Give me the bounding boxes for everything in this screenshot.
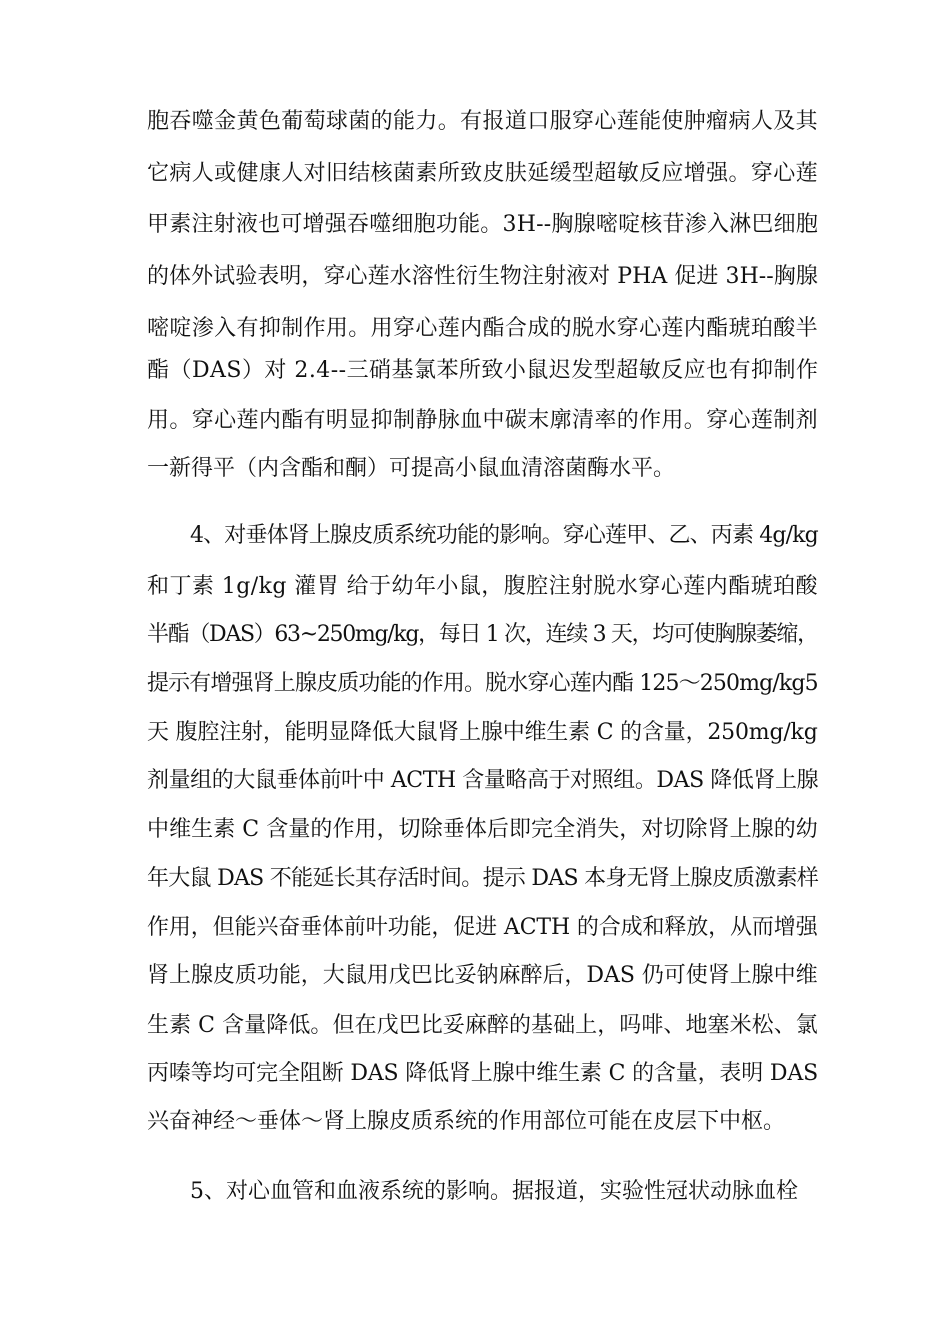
text-line: 中维生素 C 含量的作用，切除垂体后即完全消失，对切除肾上腺的幼 <box>147 817 818 842</box>
text-line: 酯（DAS）对 2.4--三硝基氯苯所致小鼠迟发型超敏反应也有抑制作 <box>147 358 819 383</box>
text-line: 一新得平（内含酯和酮）可提高小鼠血清溶菌酶水平。 <box>147 456 676 481</box>
text-line: 的体外试验表明，穿心莲水溶性衍生物注射液对 PHA 促进 3H--胸腺 <box>147 264 818 289</box>
text-line: 提示有增强肾上腺皮质功能的作用。脱水穿心莲内酯 125～250mg/kg5 <box>147 671 818 696</box>
text-line: 肾上腺皮质功能，大鼠用戊巴比妥钠麻醉后，DAS 仍可使肾上腺中维 <box>147 963 818 988</box>
text-line: 5、对心血管和血液系统的影响。据报道，实验性冠状动脉血栓 <box>190 1179 798 1204</box>
text-line: 兴奋神经～垂体～肾上腺皮质系统的作用部位可能在皮层下中枢。 <box>147 1109 786 1134</box>
text-line: 年大鼠 DAS 不能延长其存活时间。提示 DAS 本身无肾上腺皮质激素样 <box>147 866 819 891</box>
text-line: 半酯（DAS）63~250mg/kg，每日 1 次，连续 3 天，均可使胸腺萎缩， <box>147 622 818 647</box>
text-line: 嘧啶渗入有抑制作用。用穿心莲内酯合成的脱水穿心莲内酯琥珀酸半 <box>147 316 819 341</box>
text-line: 剂量组的大鼠垂体前叶中 ACTH 含量略高于对照组。DAS 降低肾上腺 <box>147 768 819 793</box>
text-line: 4、对垂体肾上腺皮质系统功能的影响。穿心莲甲、乙、丙素 4g/kg <box>190 523 818 548</box>
text-line: 用。穿心莲内酯有明显抑制静脉血中碳末廓清率的作用。穿心莲制剂 <box>147 408 819 433</box>
text-line: 丙嗪等均可完全阻断 DAS 降低肾上腺中维生素 C 的含量，表明 DAS <box>147 1061 818 1086</box>
text-line: 和丁素 1g/kg 灌胃 给于幼年小鼠，腹腔注射脱水穿心莲内酯琥珀酸 <box>147 574 818 599</box>
text-line: 天 腹腔注射，能明显降低大鼠肾上腺中维生素 C 的含量，250mg/kg <box>147 720 818 745</box>
text-line: 生素 C 含量降低。但在戊巴比妥麻醉的基础上，吗啡、地塞米松、氯 <box>147 1013 818 1038</box>
text-line: 胞吞噬金黄色葡萄球菌的能力。有报道口服穿心莲能使肿瘤病人及其 <box>147 109 819 134</box>
text-line: 作用，但能兴奋垂体前叶功能，促进 ACTH 的合成和释放，从而增强 <box>147 915 818 940</box>
text-line: 甲素注射液也可增强吞噬细胞功能。3H--胸腺嘧啶核苷渗入淋巴细胞 <box>147 212 819 237</box>
text-line: 它病人或健康人对旧结核菌素所致皮肤延缓型超敏反应增强。穿心莲 <box>147 161 819 186</box>
